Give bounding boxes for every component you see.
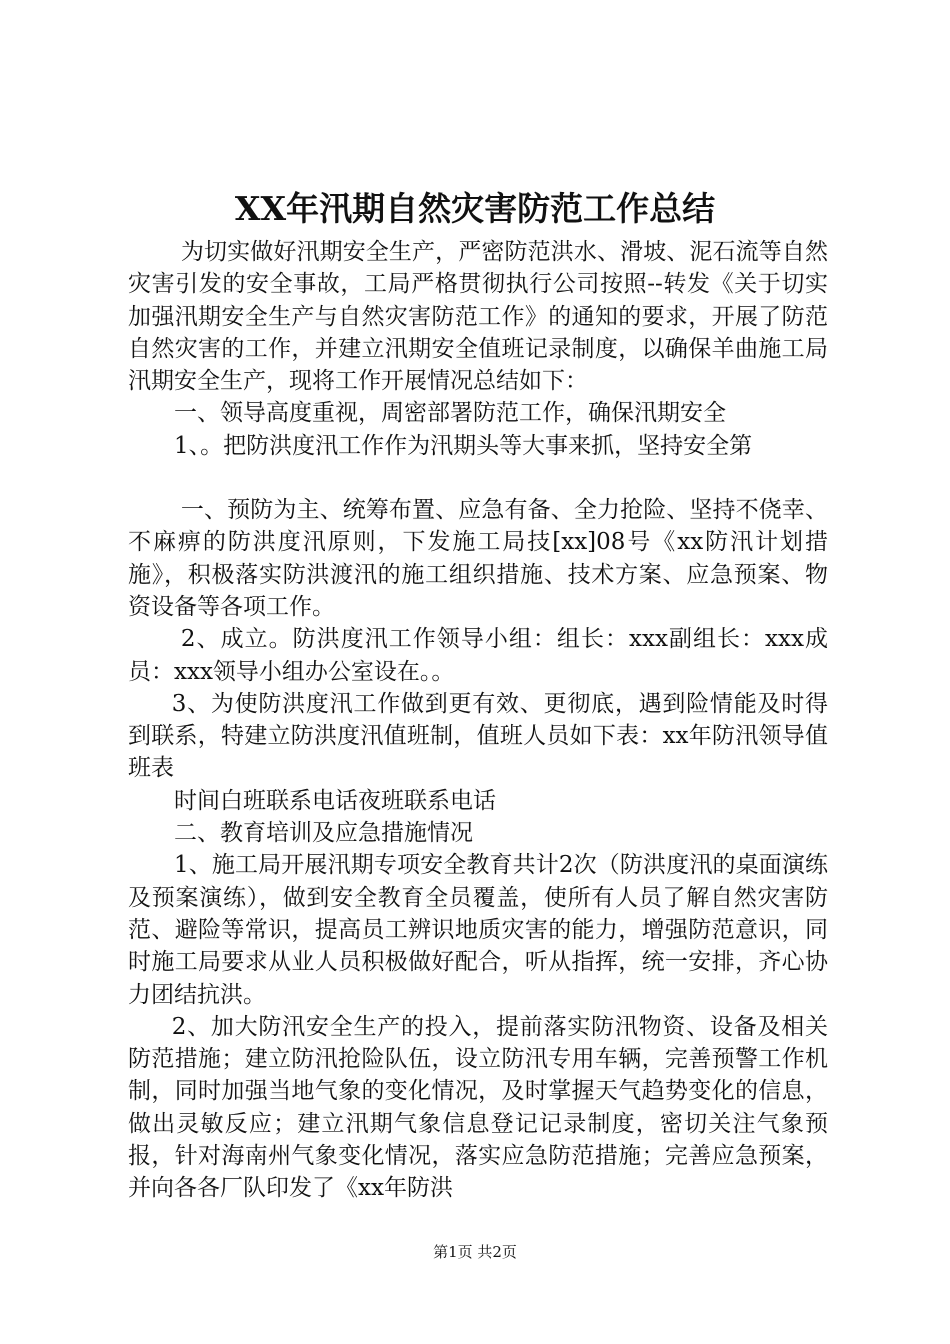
paragraph-item-1: 1、。把防洪度汛工作作为汛期头等大事来抓，坚持安全第	[174, 432, 753, 459]
paragraph-section-1-heading: 一、领导高度重视，周密部署防范工作，确保汛期安全	[174, 400, 726, 427]
paragraph-duty-table-header: 时间白班联系电话夜班联系电话	[174, 787, 496, 814]
paragraph-intro: 为切实做好汛期安全生产，严密防范洪水、滑坡、泥石流等自然灾害引发的安全事故，工局严格贯彻执行公司按照--转发《关于切实加强汛期安全生产与自然灾害防范工作》的通知的要求，开展了防范自然灾害的工作，并建立汛期安全值班记录制度，以确保羊曲施工局汛期安全生产，现将工作开展情况总结如下：	[128, 239, 828, 395]
page-footer: 第1页 共2页	[433, 1243, 517, 1261]
paragraph-principles: 一、预防为主、统筹布置、应急有备、全力抢险、坚持不侥幸、不麻痹的防洪度汛原则，下发施工局技[xx]08号《xx防汛计划措施》，积极落实防洪渡汛的施工组织措施、技术方案、应急预案、物资设备等各项工作。	[128, 497, 828, 620]
paragraph-training: 1、施工局开展汛期专项安全教育共计2次（防洪度汛的桌面演练及预案演练），做到安全教育全员覆盖，使所有人员了解自然灾害防范、避险等常识，提高员工辨识地质灾害的能力，增强防范意识，同时施工局要求从业人员积极做好配合，听从指挥，统一安排，齐心协力团结抗洪。	[128, 852, 828, 1008]
paragraph-section-2-heading: 二、教育培训及应急措施情况	[174, 820, 473, 847]
document-title: XX年汛期自然灾害防范工作总结	[234, 189, 716, 228]
paragraph-item-3: 3、为使防洪度汛工作做到更有效、更彻底，遇到险情能及时得到联系，特建立防洪度汛值班制，值班人员如下表：xx年防汛领导值班表	[128, 690, 828, 782]
paragraph-item-2: 2、成立。防洪度汛工作领导小组：组长：xxx副组长：xxx成员：xxx领导小组办公室设在。。	[128, 626, 828, 685]
paragraph-investment: 2、加大防汛安全生产的投入，提前落实防汛物资、设备及相关防范措施；建立防汛抢险队伍，设立防汛专用车辆，完善预警工作机制，同时加强当地气象的变化情况，及时掌握天气趋势变化的信息，做出灵敏反应；建立汛期气象信息登记记录制度，密切关注气象预报，针对海南州气象变化情况，落实应急防范措施；完善应急预案，并向各各厂队印发了《xx年防洪	[128, 1013, 828, 1202]
document-body	[128, 236, 828, 1205]
